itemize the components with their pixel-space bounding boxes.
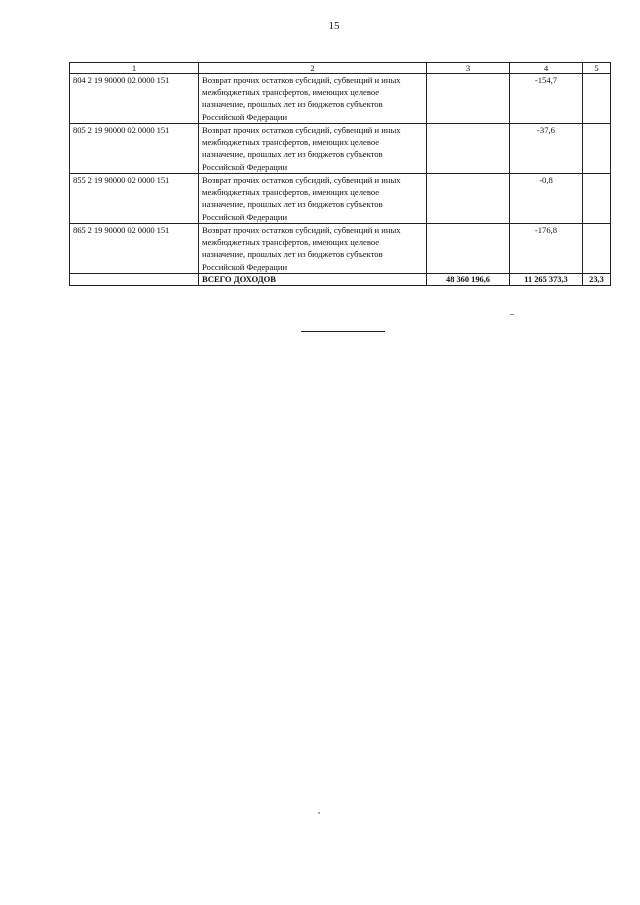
table-row <box>70 224 611 274</box>
percent-cell <box>583 124 611 174</box>
column-header-5: 5 <box>583 63 611 74</box>
total-plan: 48 360 196,6 <box>427 274 510 286</box>
total-row <box>70 274 611 286</box>
budget-code-cell: 855 2 19 90000 02 0000 151 <box>70 174 199 224</box>
table-header-row <box>70 63 611 74</box>
description-cell: Возврат прочих остатков субсидий, субвенций и иных межбюджетных трансфертов, имеющих целевое назначение, прошлых лет из бюджетов субъектов Российской Федерации <box>199 124 427 174</box>
plan-cell <box>427 174 510 224</box>
description-cell: Возврат прочих остатков субсидий, субвенций и иных межбюджетных трансфертов, имеющих целевое назначение, прошлых лет из бюджетов субъектов Российской Федерации <box>199 224 427 274</box>
plan-cell <box>427 224 510 274</box>
table-row <box>70 74 611 124</box>
percent-cell <box>583 174 611 224</box>
percent-cell <box>583 224 611 274</box>
budget-code-cell: 805 2 19 90000 02 0000 151 <box>70 124 199 174</box>
description-cell: Возврат прочих остатков субсидий, субвенций и иных межбюджетных трансфертов, имеющих целевое назначение, прошлых лет из бюджетов субъектов Российской Федерации <box>199 74 427 124</box>
total-code-cell <box>70 274 199 286</box>
total-percent: 23,3 <box>583 274 611 286</box>
actual-cell: -154,7 <box>510 74 583 124</box>
column-header-4: 4 <box>510 63 583 74</box>
plan-cell <box>427 124 510 174</box>
end-separator-line <box>301 331 385 332</box>
table-row <box>70 174 611 224</box>
actual-cell: -0,8 <box>510 174 583 224</box>
scan-artifact <box>318 812 320 814</box>
description-cell: Возврат прочих остатков субсидий, субвенций и иных межбюджетных трансфертов, имеющих целевое назначение, прошлых лет из бюджетов субъектов Российской Федерации <box>199 174 427 224</box>
column-header-3: 3 <box>427 63 510 74</box>
actual-cell: -176,8 <box>510 224 583 274</box>
total-label: ВСЕГО ДОХОДОВ <box>199 274 427 286</box>
actual-cell: -37,6 <box>510 124 583 174</box>
total-actual: 11 265 373,3 <box>510 274 583 286</box>
table-row <box>70 124 611 174</box>
plan-cell <box>427 74 510 124</box>
column-header-2: 2 <box>199 63 427 74</box>
page-number: 15 <box>328 20 340 32</box>
scan-artifact <box>510 314 514 315</box>
percent-cell <box>583 74 611 124</box>
budget-code-cell: 804 2 19 90000 02 0000 151 <box>70 74 199 124</box>
revenue-table <box>69 62 611 286</box>
column-header-1: 1 <box>70 63 199 74</box>
budget-code-cell: 865 2 19 90000 02 0000 151 <box>70 224 199 274</box>
